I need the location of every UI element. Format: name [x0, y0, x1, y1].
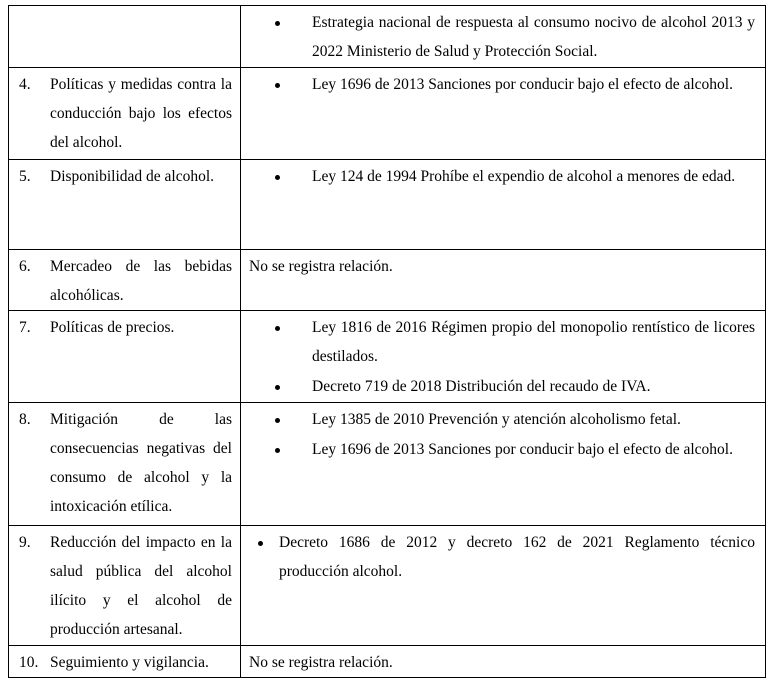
bullet-icon [241, 405, 312, 434]
policy-area-cell [9, 526, 241, 646]
bullet-icon [241, 528, 279, 586]
bullet-icon [241, 70, 312, 99]
no-relation-text: No se registra relación. [249, 654, 393, 671]
bullet-icon [241, 435, 312, 464]
bullet-icon [241, 162, 312, 191]
policy-area-label: Mercadeo de las bebidas alcohólicas. [50, 258, 232, 304]
row-number: 10. [19, 654, 39, 671]
table-row [9, 6, 766, 68]
policy-area-label: Disponibilidad de alcohol. [50, 168, 215, 185]
table-row [9, 160, 766, 250]
policy-area-cell [9, 646, 241, 678]
regulation-cell [241, 646, 766, 678]
policy-area-label: Reducción del impacto en la salud pública del alcohol ilícito y el alcohol de producción artesanal. [50, 534, 232, 638]
row-number: 7. [19, 319, 31, 336]
bullet-icon [241, 372, 312, 401]
table-row [9, 250, 766, 311]
regulation-item: Ley 1385 de 2010 Prevención y atención alcoholismo fetal. [241, 405, 755, 434]
policy-table [8, 5, 766, 678]
row-number: 6. [19, 258, 31, 275]
regulation-cell [241, 68, 766, 160]
policy-area-label: Políticas y medidas contra la conducción bajo los efectos del alcohol. [50, 76, 232, 151]
regulation-cell [241, 6, 766, 68]
regulation-item: Ley 124 de 1994 Prohíbe el expendio de alcohol a menores de edad. [241, 162, 755, 191]
regulation-item: Ley 1816 de 2016 Régimen propio del monopolio rentístico de licores destilados. [241, 313, 755, 371]
policy-area-label: Mitigación de las consecuencias negativas del consumo de alcohol y la intoxicación etílica. [50, 411, 232, 515]
bullet-icon [241, 313, 312, 371]
policy-area-cell [9, 250, 241, 311]
regulation-cell [241, 403, 766, 526]
regulation-cell [241, 250, 766, 311]
row-number: 5. [19, 168, 31, 185]
regulation-item: Decreto 1686 de 2012 y decreto 162 de 2021 Reglamento técnico producción alcohol. [241, 528, 755, 586]
regulation-item: Ley 1696 de 2013 Sanciones por conducir bajo el efecto de alcohol. [241, 70, 755, 99]
regulation-cell [241, 526, 766, 646]
regulation-cell [241, 160, 766, 250]
bullet-icon [241, 8, 312, 66]
policy-area-label: Políticas de precios. [50, 319, 175, 336]
regulation-item: Ley 1696 de 2013 Sanciones por conducir bajo el efecto de alcohol. [241, 435, 755, 464]
table-row [9, 646, 766, 678]
policy-area-cell [9, 6, 241, 68]
table-row [9, 403, 766, 526]
policy-area-cell [9, 403, 241, 526]
policy-area-cell [9, 160, 241, 250]
table-row [9, 526, 766, 646]
row-number: 8. [19, 411, 31, 428]
policy-area-label: Seguimiento y vigilancia. [50, 654, 209, 671]
table-row [9, 311, 766, 403]
policy-area-cell [9, 311, 241, 403]
no-relation-text: No se registra relación. [249, 258, 393, 275]
policy-area-cell [9, 68, 241, 160]
row-number: 4. [19, 76, 31, 93]
table-row [9, 68, 766, 160]
regulation-item: Estrategia nacional de respuesta al consumo nocivo de alcohol 2013 y 2022 Ministerio de Salud y Protección Social. [241, 8, 755, 66]
regulation-item: Decreto 719 de 2018 Distribución del recaudo de IVA. [241, 372, 755, 401]
regulation-cell [241, 311, 766, 403]
row-number: 9. [19, 534, 31, 551]
